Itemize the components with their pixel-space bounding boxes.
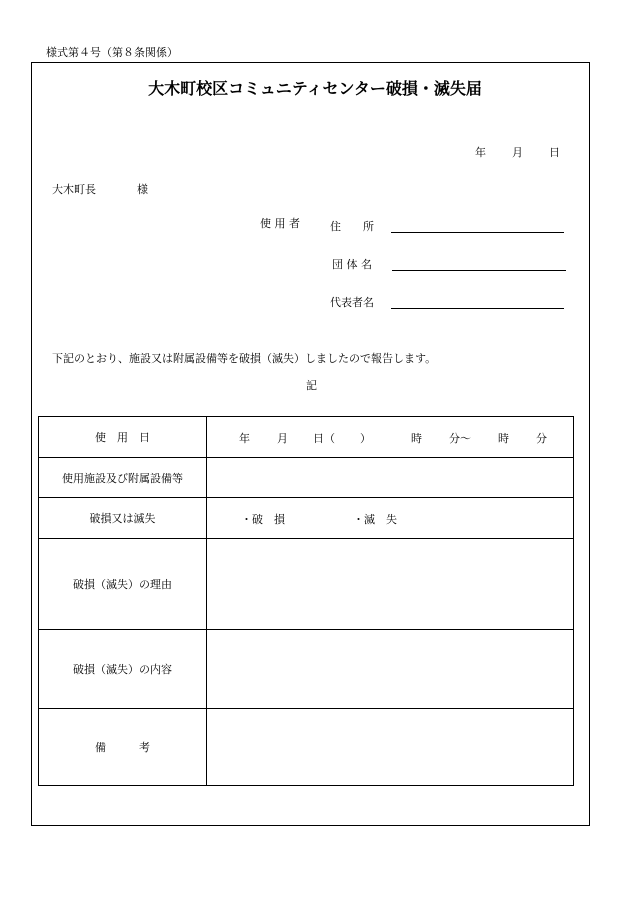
form-number: 様式第４号（第８条関係） <box>46 46 178 59</box>
content-value[interactable] <box>207 630 574 709</box>
report-statement: 下記のとおり、施設又は附属設備等を破損（滅失）しましたので報告します。 <box>52 352 437 365</box>
table-row-content <box>39 630 574 709</box>
content-label: 破損（滅失）の内容 <box>39 630 207 709</box>
damage-option[interactable]: ・破 損 <box>241 513 285 526</box>
use-date-label: 使 用 日 <box>39 417 207 458</box>
address-label: 住 所 <box>330 220 374 233</box>
use-date-minute-end: 分 <box>536 432 547 445</box>
table-row-reason <box>39 539 574 630</box>
use-date-year: 年 <box>239 432 250 445</box>
table-row-remarks <box>39 709 574 786</box>
use-date-month: 月 <box>277 432 288 445</box>
applicant-group-label: 使 用 者 <box>260 217 300 230</box>
remarks-label: 備 考 <box>39 709 207 786</box>
table-row-use-date <box>39 417 574 458</box>
reason-label: 破損（滅失）の理由 <box>39 539 207 630</box>
use-date-day: 日（ <box>313 432 335 445</box>
form-title: 大木町校区コミュニティセンター破損・滅失届 <box>148 79 482 98</box>
use-date-hour-start: 時 <box>411 432 422 445</box>
organization-label: 団 体 名 <box>332 258 372 271</box>
ki-heading: 記 <box>306 379 317 392</box>
facility-label: 使用施設及び附属設備等 <box>39 458 207 498</box>
date-day-label: 日 <box>549 146 560 159</box>
damage-type-label: 破損又は滅失 <box>39 498 207 539</box>
use-date-minute-start: 分～ <box>449 432 471 445</box>
date-year-label: 年 <box>475 146 486 159</box>
loss-option[interactable]: ・滅 失 <box>353 513 397 526</box>
table-row-damage-type <box>39 498 574 539</box>
representative-underline <box>391 308 564 309</box>
damage-type-value <box>207 498 574 539</box>
use-date-hour-end: 時 <box>498 432 509 445</box>
date-month-label: 月 <box>512 146 523 159</box>
organization-underline <box>392 270 566 271</box>
use-date-value[interactable] <box>207 417 574 458</box>
use-date-dow-close: ） <box>360 432 371 445</box>
addressee-name: 大木町長 <box>52 183 96 196</box>
representative-label: 代表者名 <box>330 296 374 309</box>
reason-value[interactable] <box>207 539 574 630</box>
table-row-facility <box>39 458 574 498</box>
remarks-value[interactable] <box>207 709 574 786</box>
report-table <box>38 416 574 786</box>
address-underline <box>391 232 564 233</box>
addressee-suffix: 様 <box>137 183 148 196</box>
facility-value[interactable] <box>207 458 574 498</box>
